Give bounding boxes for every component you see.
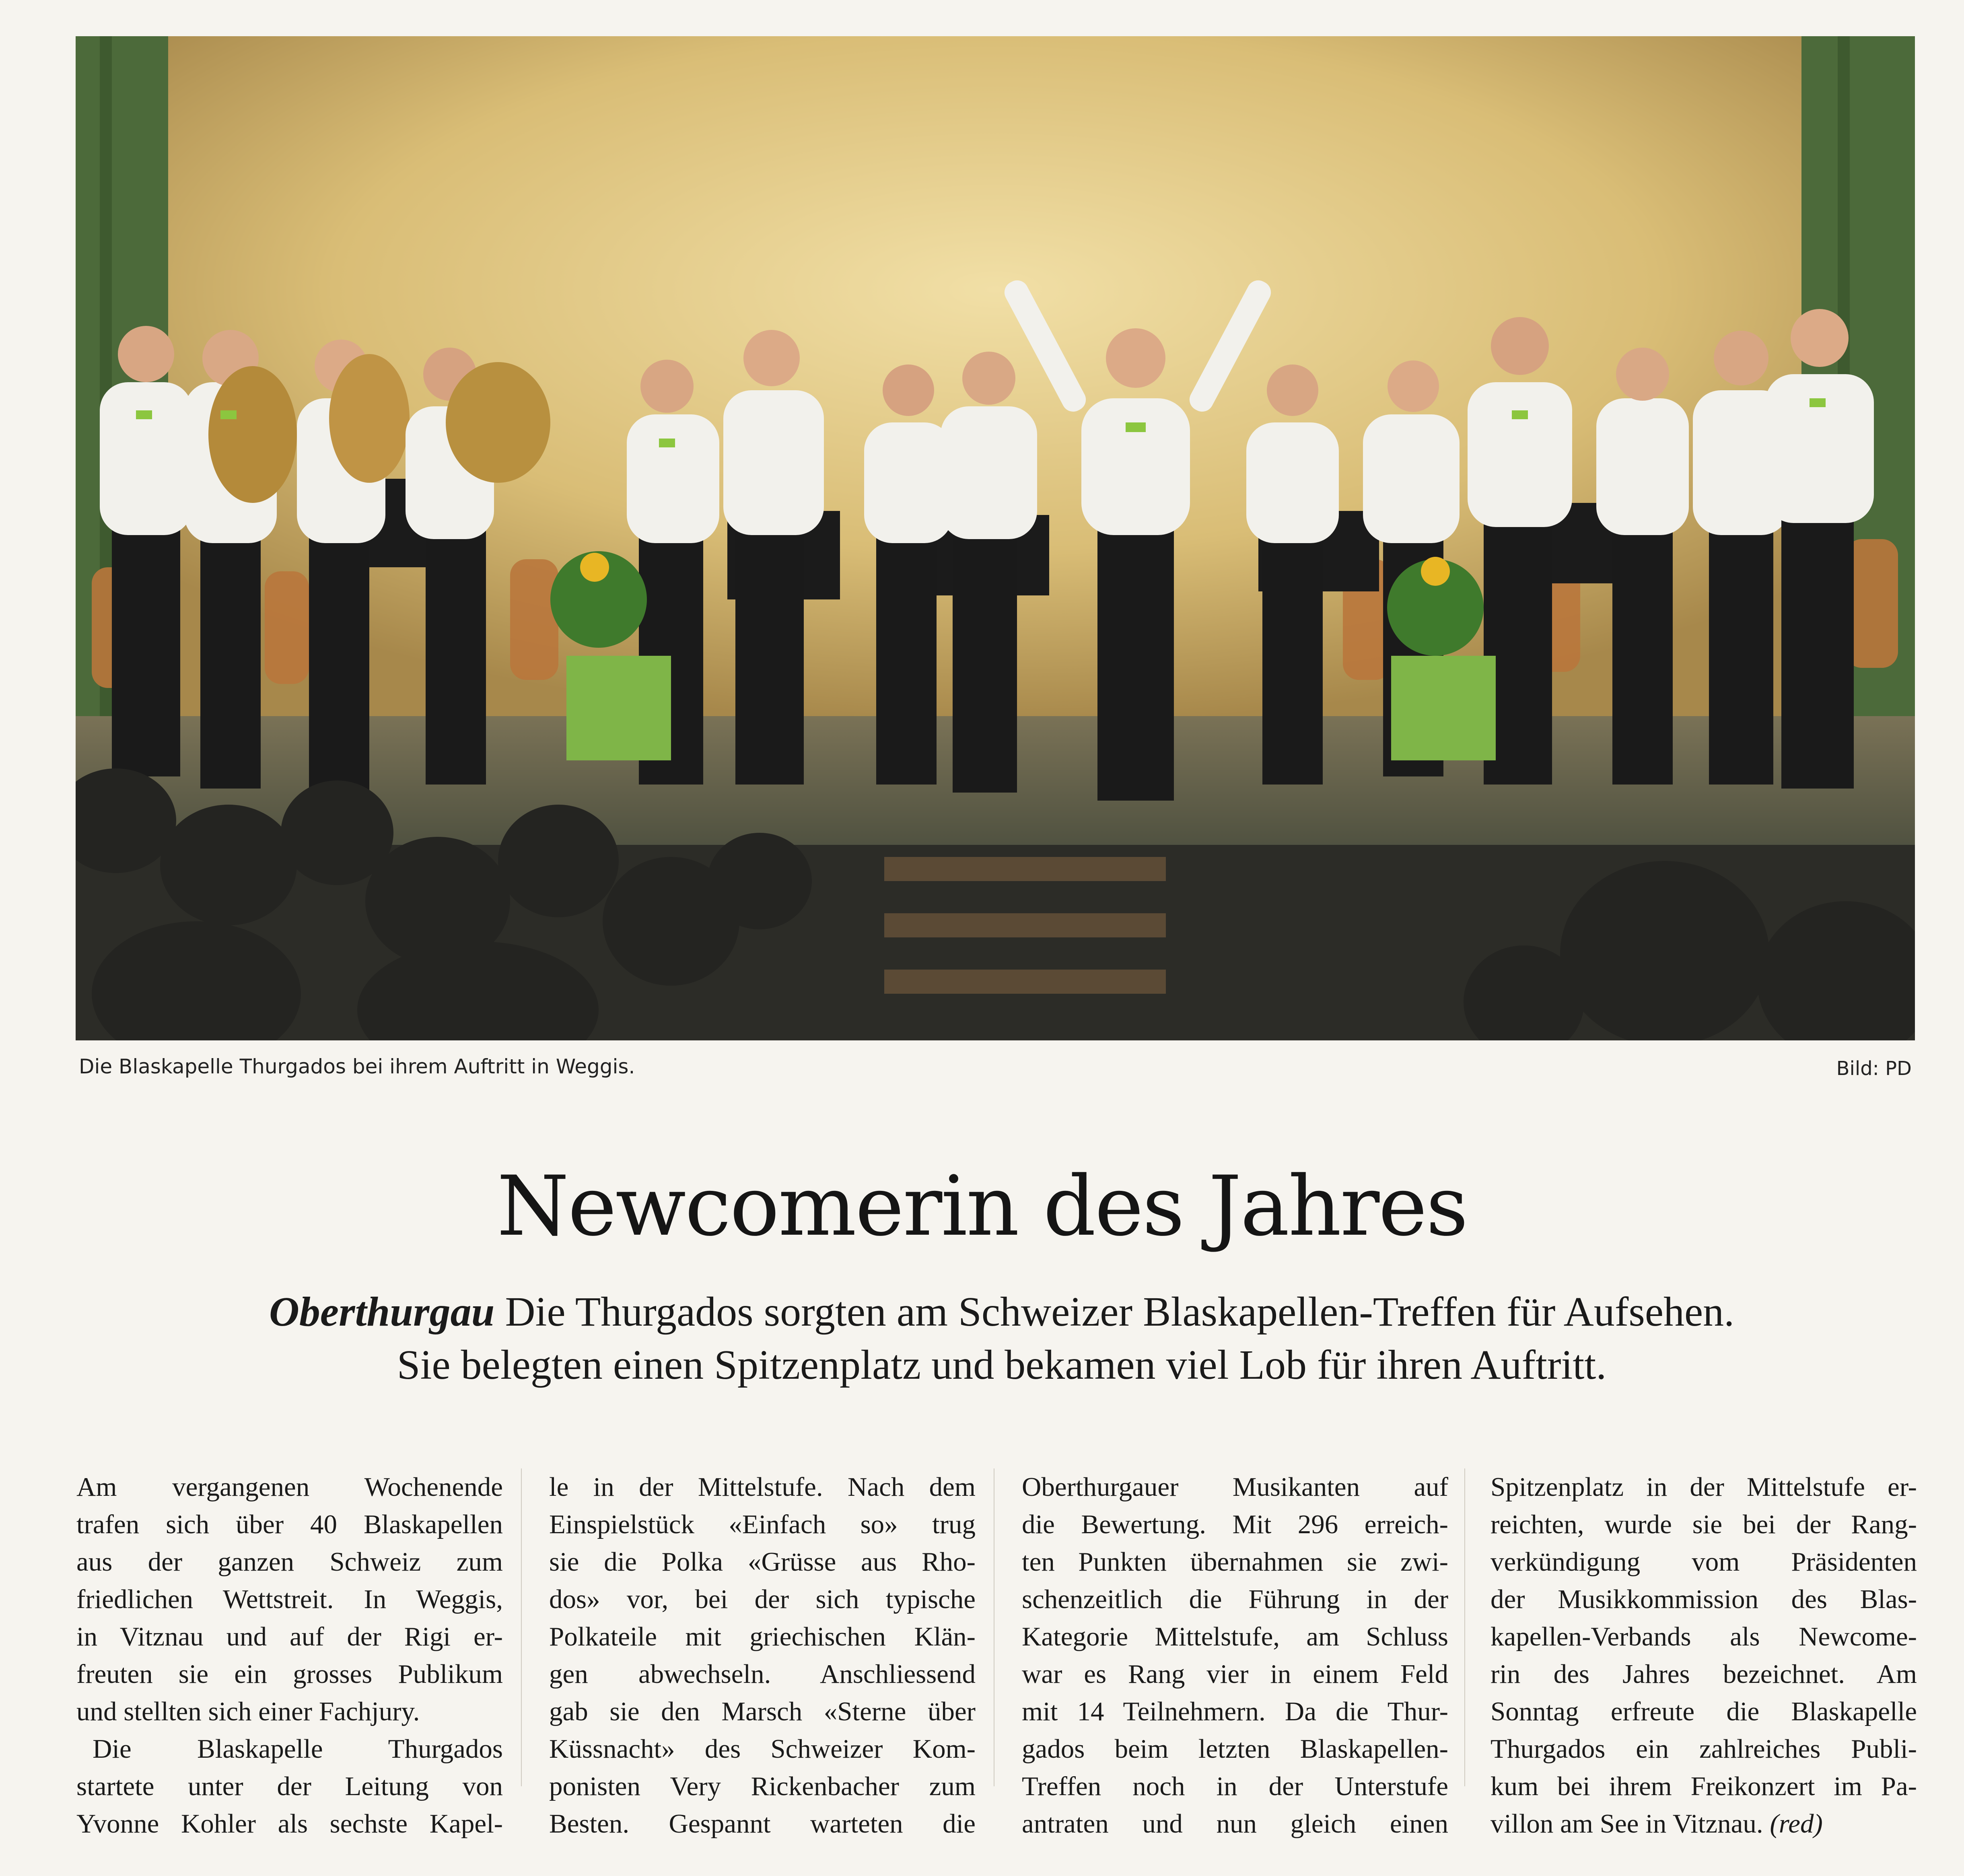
body-line: rin des Jahres bezeichnet. Am — [1490, 1659, 1917, 1689]
photo-credit: Bild: PD — [1836, 1057, 1912, 1080]
body-line: aus der ganzen Schweiz zum — [76, 1547, 503, 1577]
dateline: Oberthurgau — [269, 1289, 495, 1335]
body-line: Oberthurgauer Musikanten auf — [1022, 1472, 1448, 1502]
body-line: kum bei ihrem Freikonzert im Pa- — [1490, 1771, 1917, 1801]
body-column-3 — [1022, 1468, 1448, 1843]
body-line: Die Blaskapelle Thurgados — [93, 1734, 503, 1764]
column-rule — [521, 1468, 522, 1786]
body-line: der Musikkommission des Blas- — [1490, 1584, 1917, 1614]
body-line: gen abwechseln. Anschliessend — [549, 1659, 976, 1689]
body-line: kapellen-Verbands als Newcome- — [1490, 1622, 1917, 1652]
body-line: Einspielstück «Einfach so» trug — [549, 1509, 976, 1539]
subheadline — [121, 1285, 1883, 1392]
body-line: trafen sich über 40 Blaskapellen — [76, 1509, 503, 1539]
body-column-1 — [76, 1468, 503, 1843]
body-line: Küssnacht» des Schweizer Kom- — [549, 1734, 976, 1764]
body-line: ten Punkten übernahmen sie zwi- — [1022, 1547, 1448, 1577]
body-line: friedlichen Wettstreit. In Weggis, — [76, 1584, 503, 1614]
body-line: Thurgados ein zahlreiches Publi- — [1490, 1734, 1917, 1764]
subhead-text-1: Die Thurgados sorgten am Schweizer Blaskapellen-Treffen für Aufsehen. — [505, 1289, 1735, 1335]
body-column-2 — [549, 1468, 976, 1843]
body-line: dos» vor, bei der sich typische — [549, 1584, 976, 1614]
subhead-line-2: Sie belegten einen Spitzenplatz und bekamen viel Lob für ihren Auftritt. — [397, 1342, 1607, 1388]
body-line: mit 14 Teilnehmern. Da die Thur- — [1022, 1697, 1448, 1726]
body-line: sie die Polka «Grüsse aus Rho- — [549, 1547, 976, 1577]
body-line: le in der Mittelstufe. Nach dem — [549, 1472, 976, 1502]
body-line: ponisten Very Rickenbacher zum — [549, 1771, 976, 1801]
body-column-4 — [1490, 1468, 1917, 1843]
author-signoff: (red) — [1770, 1809, 1823, 1839]
body-line: startete unter der Leitung von — [76, 1771, 503, 1801]
body-line: freuten sie ein grosses Publikum — [76, 1659, 503, 1689]
body-line: Kategorie Mittelstufe, am Schluss — [1022, 1622, 1448, 1652]
body-line: reichten, wurde sie bei der Rang- — [1490, 1509, 1917, 1539]
body-line: Yvonne Kohler als sechste Kapel- — [76, 1809, 503, 1839]
body-line: Sonntag erfreute die Blaskapelle — [1490, 1697, 1917, 1726]
column-rule — [1464, 1468, 1465, 1786]
body-line: gados beim letzten Blaskapellen- — [1022, 1734, 1448, 1764]
body-line: und stellten sich einer Fachjury. — [76, 1697, 420, 1726]
body-line: Polkateile mit griechischen Klän- — [549, 1622, 976, 1652]
body-line: Treffen noch in der Unterstufe — [1022, 1771, 1448, 1801]
body-line: antraten und nun gleich einen — [1022, 1809, 1448, 1839]
subhead-line-1 — [121, 1285, 1883, 1339]
body-line: verkündigung vom Präsidenten — [1490, 1547, 1917, 1577]
body-line: Besten. Gespannt warteten die — [549, 1809, 976, 1839]
body-line: war es Rang vier in einem Feld — [1022, 1659, 1448, 1689]
body-line: Am vergangenen Wochenende — [76, 1472, 503, 1502]
body-line-text: villon am See in Vitznau. — [1490, 1809, 1763, 1839]
body-line: gab sie den Marsch «Sterne über — [549, 1697, 976, 1726]
body-line: schenzeitlich die Führung in der — [1022, 1584, 1448, 1614]
photo-caption: Die Blaskapelle Thurgados bei ihrem Auftritt in Weggis. — [79, 1055, 635, 1078]
body-line-final — [1490, 1805, 1917, 1843]
body-line: Spitzenplatz in der Mittelstufe er- — [1490, 1472, 1917, 1502]
body-line: die Bewertung. Mit 296 erreich- — [1022, 1509, 1448, 1539]
headline: Newcomerin des Jahres — [497, 1159, 1467, 1254]
body-line: in Vitznau und auf der Rigi er- — [76, 1622, 503, 1652]
band-photo — [76, 36, 1915, 1040]
